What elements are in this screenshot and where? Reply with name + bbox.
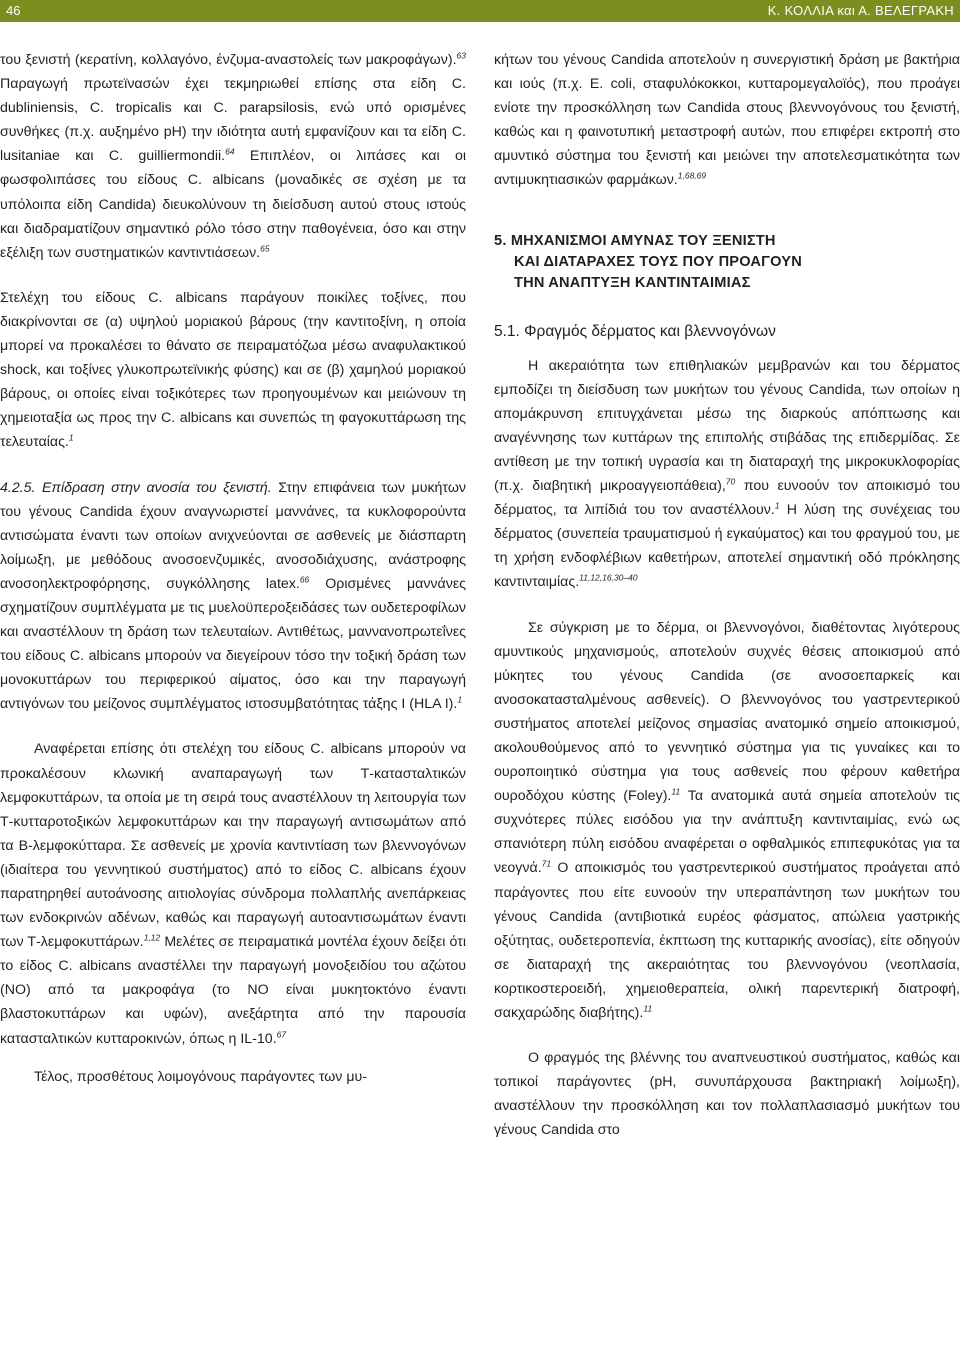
paragraph: Σε σύγκριση με το δέρμα, οι βλεννογόνοι, διαθέτοντας λιγότερους αμυντικούς μηχανισμούς, αποτελούν συχνές θέσεις αποικισμού από μύκητες του γένους Candida (σε ανοσοεπαρκείς και ανοσοκατασταλμένους ασθενείς). Ο βλεννογόνος του γαστρεντερικού συστήματος αποτελεί μείζονος σημασίας ανατομικό σημείο αποικισμού, ακολουθούμενος από το γεννητικό σύστημα για τις γυναίκες και το ουροποιητικό σύστημα για τους ασθενείς που φέρουν καθετήρα ουροδόχου κύστης (Foley).$^{11}$ Τα ανατομικά αυτά σημεία αποτελούν τις συχνότερες πύλες εισόδου για την ανάπτυξη καντινταιμίας, ενώ ως σπανιότερη πύλη εισόδου αναφέρεται ο οφθαλμικός επιπεφυκότας για τα νεογνά.$^{71}$ Ο αποικισμός του γαστρεντερικού συστήματος προάγεται από παράγοντες που είτε ευνοούν την υπεραπάντηση των μυκήτων του γένους Candida (αντιβιοτικά ευρέος φάσματος, απώλεια γαστρικής οξύτητας, ουδετεροπενία, έκπτωση της κυτταρικής ανοσίας), είτε οδηγούν σε διαταραχή της ακεραιότητας του βλεννογόνου (νεοπλασία, κορτικοστεροειδή, χημειοθεραπεία, ολική παρεντερική διατροφή, σακχαρώδης διαβήτης).$^{11}$ xyxy=(494,619,960,1021)
running-header-authors: Κ. ΚΟΛΛΙΑ και Α. ΒΕΛΕΓΡΑΚΗ xyxy=(767,3,954,18)
paragraph: Στελέχη του είδους C. albicans παράγουν ποικίλες τοξίνες, που διακρίνονται σε (α) υψηλού μοριακού βάρους (την καντιτοξίνη, η οποία μπορεί να προκαλέσει το θάνατο σε πειραματόζωα μέσω αναφυλακτικού shock, και τοξίνες γλυκοπρωτεϊνικής φύσης) και σε (β) χαμηλού μοριακού βάρους, οι οποίες είναι τοξικότερες των προηγουμένων και μειώνουν τη χημειοταξία ως προς την C. albicans και συνεπώς τη φαγοκυττάρωση της τελευταίας.$^1$ xyxy=(0,289,466,451)
paragraph: 4.2.5. Επίδραση στην ανοσία του ξενιστή. Στην επιφάνεια των μυκήτων του γένους Candida έχουν αναγνωριστεί μαννάνες, τα κυκλοφορούντα αντισώματα έναντι των οποίων ανιχνεύονται σε ασθενείς με διάσπαρτη λοίμωξη, με μεθόδους ανοσοενζυμικές, ανοσοδιάχυσης, ανάστροφης ανοσοηλεκτροφόρησης, συγκόλλησης latex.$^{66}$ Ορισμένες μαννάνες σχηματίζουν συμπλέγματα με τις μυελοϋπεροξειδάσες των ουδετεροφίλων και αναστέλλουν τη δράση των τελευταίων. Αντιθέτως, μαννανοπρωτεΐνες του είδους C. albicans μπορούν να διεγείρουν τόσο την τοξική δράση των μονοκυττάρων του περιφερικού αίματος, όσο και την παραγωγή αντιγόνων του μείζονος συμπλέγματος ιστοσυμβατότητας τάξης Ι (HLA I).$^1$ xyxy=(0,479,467,713)
paragraph: Τέλος, προσθέτους λοιμογόνους παράγοντες των μυ- xyxy=(34,1068,367,1085)
paragraph: Η ακεραιότητα των επιθηλιακών μεμβρανών και του δέρματος εμποδίζει τη διείσδυση των μυκήτων του γένους Candida, των οποίων η απομάκρυνση επιτυγχάνεται μέσω της διαρκούς απόπτωσης και αναγέννησης των κυττάρων της επιπολής στιβάδας της επιδερμίδας. Σε αντίθεση με την τοπική υγρασία και τη διαταραχή της μικροκυκλοφορίας (π.χ. διαβητική μικροαγγειοπάθεια),$^{70}$ που ευνοούν τον αποικισμό του δέρματος, τα λιπίδιά του τον αναστέλλουν.$^1$ Η λύση της συνέχειας του δέρματος (συνεπεία τραυματισμού ή εγκαύματος) και του φραγμού του, με τη χρήση ενδοφλέβιων καθετήρων, αποτελεί σημαντική οδό πρόκλησης καντινταιμίας.$^{11,12,16,30-40}$ xyxy=(494,357,960,591)
subsection-heading-5-1: 5.1. Φραγμός δέρματος και βλεννογόνων xyxy=(494,322,776,340)
paragraph: Αναφέρεται επίσης ότι στελέχη του είδους C. albicans μπορούν να προκαλέσουν κλωνική αναπαραγωγή των Τ-κατασταλτικών λεμφοκυττάρων, τα οποία με τη σειρά τους αναστέλλουν τη λειτουργία των Τ-κυτταροτοξικών λεμφοκυττάρων και την παραγωγή αντισωμάτων από τα Β-λεμφοκύτταρα. Σε ασθενείς με χρονία καντιντίαση των βλεννογόνων (ιδιαίτερα του γεννητικού συστήματος) από το είδος C. albicans έχουν παρατηρηθεί αυτοάνοσης αιτιολογίας σύνδρομα πολλαπλής ανεπάρκειας των ενδοκρινών αδένων, καθώς και παραγωγή αυτοαντισωμάτων έναντι των Τ-λεμφοκυττάρων.$^{1,12}$ Μελέτες σε πειραματικά μοντέλα έχουν δείξει ότι το είδος C. albicans αναστέλλει την παραγωγή μονοξειδίου του αζώτου (ΝΟ) από τα μακροφάγα (το ΝΟ είναι μυκητοκτόνο έναντι βλαστοκυττάρων και υφών), ανεξάρτητα από την παρουσία κατασταλτικών κυτταροκινών, όπως η IL-10.67 xyxy=(0,741,466,1047)
heading-line: ΤΗΝ ΑΝΑΠΤΥΞΗ ΚΑΝΤΙΝΤΑΙΜΙΑΣ xyxy=(514,274,751,291)
section-heading-5 xyxy=(494,231,960,294)
paragraph: Ο φραγμός της βλέννης του αναπνευστικού συστήματος, καθώς και τοπικοί παράγοντες (pH, συνυπάρχουσα βακτηριακή λοίμωξη), αναστέλλουν την προσκόλληση και τον πολλαπλασιασμό μυκήτων του γένους Candida στο xyxy=(494,1050,960,1139)
section-title-4-2-5: 4.2.5. Επίδραση στην ανοσία του ξενιστή. xyxy=(0,479,272,496)
heading-line: ΚΑΙ ΔΙΑΤΑΡΑΧΕΣ ΤΟΥΣ ΠΟΥ ΠΡΟΑΓΟΥΝ xyxy=(514,253,802,270)
heading-line: 5. ΜΗΧΑΝΙΣΜΟΙ ΑΜΥΝΑΣ ΤΟΥ ΞΕΝΙΣΤΗ xyxy=(494,232,776,249)
paragraph: του ξενιστή (κερατίνη, κολλαγόνο, ένζυμα-αναστολείς των μακροφάγων).$^{63}$ Παραγωγή πρωτεϊνασών έχει τεκμηριωθεί επίσης στα είδη C. dubliniensis, C. tropicalis και C. parapsilosis, ενώ υπό ορισμένες συνθήκες (π.χ. αυξημένο pH) την ιδιότητα αυτή εμφανίζουν και τα είδη C. lusitaniae και C. guilliermondii.$^{64}$ Επιπλέον, οι λιπάσες και οι φωσφολιπάσες του είδους C. albicans (μοναδικές σε σχέση με τα υπόλοιπα είδη Candida) διευκολύνουν τη διείσδυση αυτού στους ιστούς και διαδραματίζουν σημαντικό ρόλο τόσο στην παθογένεια, όσο και στην εξέλιξη των συστηματικών καντιντιάσεων.$^{65}$ xyxy=(0,50,466,261)
page-number: 46 xyxy=(6,3,21,18)
page-header-bar xyxy=(0,0,960,22)
paragraph: κήτων του γένους Candida αποτελούν η συνεργιστική δράση με βακτήρια και ιούς (π.χ. E. coli, σταφυλόκοκκοι, κυτταρομεγαλοϊός), που προάγει ενίοτε την προσκόλληση των Candida στους βλεννογόνους του ξενιστή, καθώς και η φαινοτυπική μεταστροφή αυτών, που επιφέρει εκτροπή στο αμυντικό σύστημα του ξενιστή και μειώνει την αποτελεσματικότητα των αντιμυκητιασικών φαρμάκων.$^{1,68,69}$ xyxy=(494,52,960,189)
left-column xyxy=(0,48,466,1089)
right-column xyxy=(494,48,960,1142)
